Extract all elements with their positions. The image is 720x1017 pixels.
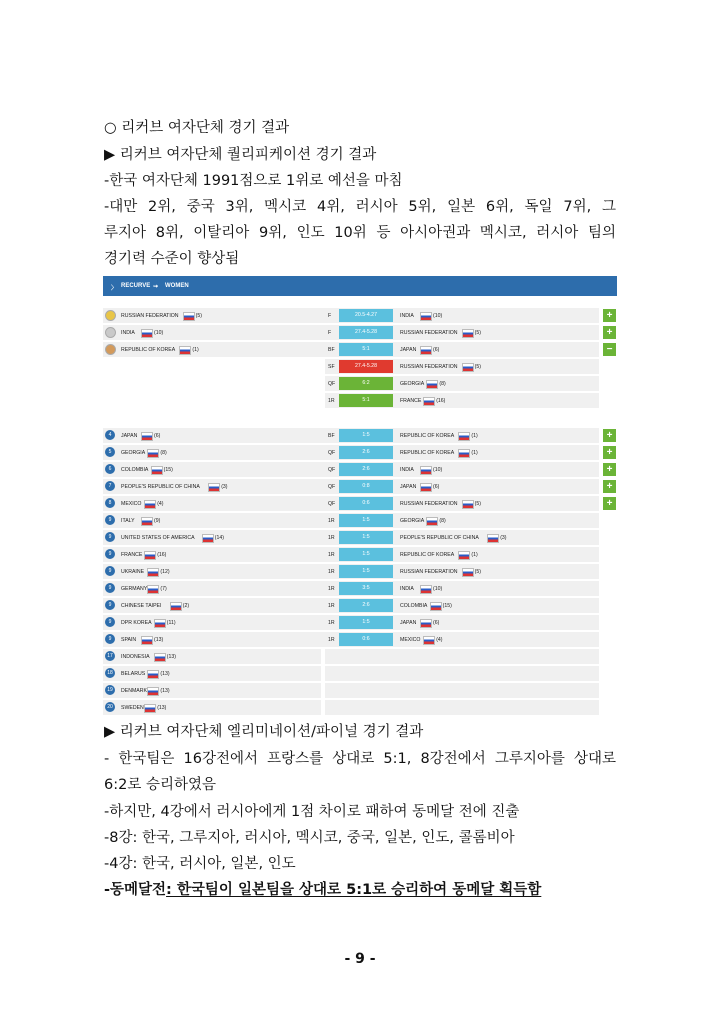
team-seed: (4) <box>157 501 164 507</box>
score-cell: 20.5-4.27 <box>339 309 393 322</box>
expand-button[interactable]: + <box>603 480 616 493</box>
paragraph-line: -8강: 한국, 그루지아, 러시아, 멕시코, 중국, 일본, 인도, 콜롬비아 <box>104 830 515 846</box>
result-row <box>103 325 599 340</box>
tab-women[interactable]: WOMEN <box>165 283 189 289</box>
flag-icon <box>147 568 159 577</box>
round-label: SF <box>328 364 335 370</box>
opponent-seed: (16) <box>436 398 446 404</box>
rank-badge: 4 <box>105 430 115 440</box>
opponent-name: COLOMBIA <box>400 603 428 609</box>
flag-icon <box>458 551 470 560</box>
result-row <box>103 564 599 579</box>
round-label: QF <box>328 450 336 456</box>
result-row <box>103 700 321 715</box>
opponent-seed: (6) <box>433 620 440 626</box>
paragraph-line: 루지아 8위, 이탈리아 9위, 인도 10위 등 아시아권과 멕시코, 러시아 팀의 <box>104 225 616 241</box>
rank-badge: 18 <box>105 668 115 678</box>
flag-icon <box>423 636 435 645</box>
opponent-name: FRANCE <box>400 398 422 404</box>
opponent-name: PEOPLE'S REPUBLIC OF CHINA <box>400 535 479 541</box>
flag-icon <box>462 329 474 338</box>
team-name: INDIA <box>121 330 135 336</box>
flag-icon <box>147 585 159 594</box>
result-row <box>103 462 599 477</box>
opponent-name: JAPAN <box>400 347 417 353</box>
team-name: UNITED STATES OF AMERICA <box>121 535 195 541</box>
opponent-name: JAPAN <box>400 620 417 626</box>
team-seed: (3) <box>221 484 228 490</box>
page-number: - 9 - <box>344 951 376 967</box>
paragraph-line-bronze <box>104 880 541 900</box>
flag-icon <box>420 346 432 355</box>
empty-cell <box>325 649 599 664</box>
rank-badge: 9 <box>105 600 115 610</box>
results-panel <box>103 276 617 712</box>
flag-icon <box>462 568 474 577</box>
header-chevron-icon: 〉 <box>111 286 118 292</box>
flag-icon <box>154 619 166 628</box>
flag-icon <box>420 483 432 492</box>
round-label: QF <box>328 381 336 387</box>
team-name: REPUBLIC OF KOREA <box>121 347 176 353</box>
subheading-elimination: ▶ 리커브 여자단체 엘리미네이션/파이널 경기 결과 <box>104 724 424 740</box>
opponent-name: INDIA <box>400 467 414 473</box>
flag-icon <box>462 500 474 509</box>
score-cell: 1:5 <box>339 429 393 442</box>
score-cell: 2:6 <box>339 446 393 459</box>
flag-icon <box>151 466 163 475</box>
result-row <box>103 428 599 443</box>
flag-icon <box>430 602 442 611</box>
flag-icon <box>462 363 474 372</box>
round-label: 1R <box>328 398 335 404</box>
round-label: 1R <box>328 586 335 592</box>
team-name: GERMANY <box>121 586 148 592</box>
opponent-name: MEXICO <box>400 637 421 643</box>
team-seed: (2) <box>182 603 190 609</box>
team-name: FRANCE <box>121 552 143 558</box>
expand-button[interactable]: + <box>603 429 616 442</box>
result-row <box>103 649 321 664</box>
flag-icon <box>202 534 214 543</box>
flag-icon <box>458 432 470 441</box>
score-cell: 0:6 <box>339 497 393 510</box>
round-label: 1R <box>328 620 335 626</box>
result-row <box>103 615 599 630</box>
result-row <box>103 598 599 613</box>
team-seed: (13) <box>154 637 164 643</box>
score-cell: 5:1 <box>339 343 393 356</box>
team-name: INDONESIA <box>121 654 150 660</box>
flag-icon <box>154 653 166 662</box>
result-row <box>103 581 599 596</box>
team-name: ITALY <box>121 518 135 524</box>
round-label: 1R <box>328 603 335 609</box>
team-seed: (15) <box>163 467 173 473</box>
opponent-seed: (8) <box>439 518 446 524</box>
flag-icon <box>144 551 156 560</box>
result-row <box>103 445 599 460</box>
opponent-name: REPUBLIC OF KOREA <box>400 450 455 456</box>
round-label: BF <box>328 433 335 439</box>
bronze-label: -동메달전 <box>104 882 167 898</box>
result-row <box>103 666 321 681</box>
round-label: QF <box>328 484 336 490</box>
paragraph-line: -4강: 한국, 러시아, 일본, 인도 <box>104 856 296 872</box>
results-header <box>103 276 617 296</box>
score-cell: 1:5 <box>339 548 393 561</box>
rank-badge: 9 <box>105 634 115 644</box>
rank-badge: 9 <box>105 549 115 559</box>
opponent-seed: (8) <box>439 381 446 387</box>
opponent-seed: (6) <box>433 347 440 353</box>
team-name: PEOPLE'S REPUBLIC OF CHINA <box>121 484 200 490</box>
bronze-result: : 한국팀이 일본팀을 상대로 5:1로 승리하여 동메달 획득함 <box>166 882 542 898</box>
expand-button[interactable]: + <box>603 497 616 510</box>
opponent-seed: (1) <box>471 433 478 439</box>
score-cell: 1:5 <box>339 514 393 527</box>
team-seed: (8) <box>160 450 167 456</box>
team-seed: (7) <box>160 586 167 592</box>
team-seed: (12) <box>160 569 170 575</box>
rank-badge: 9 <box>105 566 115 576</box>
flag-icon <box>144 704 156 713</box>
team-seed: (9) <box>154 518 161 524</box>
empty-cell <box>325 700 599 715</box>
flag-icon <box>458 449 470 458</box>
result-row <box>103 632 599 647</box>
round-label: QF <box>328 467 336 473</box>
opponent-seed: (5) <box>474 501 481 507</box>
rank-badge: 19 <box>105 685 115 695</box>
result-row <box>103 683 321 698</box>
score-cell: 1:5 <box>339 531 393 544</box>
result-row <box>103 342 599 357</box>
rank-badge: 5 <box>105 447 115 457</box>
team-seed: (10) <box>154 330 164 336</box>
round-label: 1R <box>328 535 335 541</box>
team-name: UKRAINE <box>121 569 145 575</box>
round-label: 1R <box>328 518 335 524</box>
rank-badge: 17 <box>105 651 115 661</box>
opponent-seed: (15) <box>442 603 452 609</box>
paragraph-line: 6:2로 승리하였음 <box>104 777 216 793</box>
round-label: 1R <box>328 637 335 643</box>
rank-badge: 9 <box>105 515 115 525</box>
team-seed: (1) <box>192 347 199 353</box>
score-cell: 27.4-5.28 <box>339 326 393 339</box>
opponent-name: RUSSIAN FEDERATION <box>400 569 458 575</box>
collapse-button[interactable]: − <box>603 343 616 356</box>
round-label: F <box>328 313 332 319</box>
medal-icon <box>105 327 116 338</box>
team-seed: (13) <box>157 705 167 711</box>
flag-icon <box>420 619 432 628</box>
path-row <box>325 359 599 374</box>
team-name: MEXICO <box>121 501 142 507</box>
tab-recurve[interactable]: RECURVE <box>121 283 151 289</box>
team-name: GEORGIA <box>121 450 146 456</box>
result-row <box>103 496 599 511</box>
team-name: CHINESE TAIPEI <box>121 603 162 609</box>
flag-icon <box>170 602 182 611</box>
score-cell: 2:6 <box>339 463 393 476</box>
team-name: SWEDEN <box>121 705 144 711</box>
empty-cell <box>325 683 599 698</box>
path-row <box>325 393 599 408</box>
round-label: 1R <box>328 552 335 558</box>
opponent-name: GEORGIA <box>400 381 425 387</box>
result-row <box>103 530 599 545</box>
round-label: F <box>328 330 332 336</box>
opponent-seed: (5) <box>474 569 481 575</box>
score-cell: 0:8 <box>339 480 393 493</box>
score-cell: 1:5 <box>339 616 393 629</box>
team-seed: (14) <box>214 535 225 541</box>
opponent-name: RUSSIAN FEDERATION <box>400 330 458 336</box>
result-row <box>103 547 599 562</box>
opponent-name: REPUBLIC OF KOREA <box>400 433 455 439</box>
rank-badge: 9 <box>105 583 115 593</box>
flag-icon <box>426 517 438 526</box>
result-row <box>103 308 599 323</box>
team-name: SPAIN <box>121 637 137 643</box>
score-cell: 3:5 <box>339 582 393 595</box>
opponent-name: GEORGIA <box>400 518 425 524</box>
team-seed: (11) <box>166 620 176 626</box>
flag-icon <box>208 483 220 492</box>
expand-button[interactable]: + <box>603 309 616 322</box>
flag-icon <box>420 466 432 475</box>
opponent-seed: (4) <box>436 637 443 643</box>
round-label: BF <box>328 347 335 353</box>
score-cell: 0:6 <box>339 633 393 646</box>
opponent-name: REPUBLIC OF KOREA <box>400 552 455 558</box>
opponent-name: RUSSIAN FEDERATION <box>400 364 458 370</box>
flag-icon <box>420 585 432 594</box>
opponent-seed: (5) <box>474 364 481 370</box>
flag-icon <box>141 329 153 338</box>
opponent-seed: (1) <box>471 450 478 456</box>
team-name: COLOMBIA <box>121 467 149 473</box>
team-seed: (16) <box>157 552 167 558</box>
rank-badge: 9 <box>105 617 115 627</box>
opponent-seed: (6) <box>433 484 440 490</box>
team-seed: (5) <box>195 313 202 319</box>
rank-badge: 8 <box>105 498 115 508</box>
rank-badge: 6 <box>105 464 115 474</box>
opponent-name: JAPAN <box>400 484 417 490</box>
team-name: DPR KOREA <box>121 620 152 626</box>
paragraph-line: - 한국팀은 16강전에서 프랑스를 상대로 5:1, 8강전에서 그루지아를 상대로 <box>104 751 616 767</box>
expand-button[interactable]: + <box>603 463 616 476</box>
flag-icon <box>147 670 159 679</box>
rank-badge: 9 <box>105 532 115 542</box>
flag-icon <box>426 380 438 389</box>
score-cell: 2:6 <box>339 599 393 612</box>
score-cell: 27.4-5.28 <box>339 360 393 373</box>
round-label: 1R <box>328 569 335 575</box>
team-name: DENMARK <box>121 688 147 694</box>
flag-icon <box>423 397 435 406</box>
opponent-seed: (10) <box>433 586 443 592</box>
paragraph-line: -하지만, 4강에서 러시아에게 1점 차이로 패하여 동메달 전에 진출 <box>104 804 520 820</box>
rank-badge: 7 <box>105 481 115 491</box>
opponent-seed: (1) <box>471 552 478 558</box>
team-seed: (13) <box>160 671 170 677</box>
result-row <box>103 479 599 494</box>
path-row <box>325 376 599 391</box>
flag-icon <box>147 687 159 696</box>
team-seed: (6) <box>154 433 161 439</box>
medal-icon <box>105 344 116 355</box>
empty-cell <box>325 666 599 681</box>
result-row <box>103 513 599 528</box>
opponent-seed: (5) <box>474 330 481 336</box>
expand-button[interactable]: + <box>603 326 616 339</box>
flag-icon <box>183 312 195 321</box>
flag-icon <box>141 432 153 441</box>
paragraph-line: 경기력 수준이 향상됨 <box>104 251 240 267</box>
score-cell: 6:2 <box>339 377 393 390</box>
score-cell: 1:5 <box>339 565 393 578</box>
flag-icon <box>420 312 432 321</box>
bow-icon: ⇝ <box>153 284 159 290</box>
team-name: BELARUS <box>121 671 146 677</box>
flag-icon <box>147 449 159 458</box>
flag-icon <box>144 500 156 509</box>
flag-icon <box>141 636 153 645</box>
opponent-seed: (3) <box>500 535 507 541</box>
opponent-name: RUSSIAN FEDERATION <box>400 501 458 507</box>
flag-icon <box>487 534 499 543</box>
flag-icon <box>179 346 191 355</box>
team-name: RUSSIAN FEDERATION <box>121 313 179 319</box>
opponent-name: INDIA <box>400 313 414 319</box>
score-cell: 5:1 <box>339 394 393 407</box>
team-seed: (13) <box>166 654 177 660</box>
opponent-seed: (10) <box>433 467 443 473</box>
opponent-seed: (10) <box>433 313 443 319</box>
paragraph-line: -한국 여자단체 1991점으로 1위로 예선을 마침 <box>104 173 403 189</box>
round-label: QF <box>328 501 336 507</box>
paragraph-line: -대만 2위, 중국 3위, 멕시코 4위, 러시아 5위, 일본 6위, 독일 7위, 그 <box>104 199 616 215</box>
section-heading: ○ 리커브 여자단체 경기 결과 <box>104 120 290 136</box>
opponent-name: INDIA <box>400 586 414 592</box>
flag-icon <box>141 517 153 526</box>
team-name: JAPAN <box>121 433 138 439</box>
medal-icon <box>105 310 116 321</box>
subheading-qualification: ▶ 리커브 여자단체 퀄리피케이션 경기 결과 <box>104 147 377 163</box>
rank-badge: 20 <box>105 702 115 712</box>
expand-button[interactable]: + <box>603 446 616 459</box>
team-seed: (13) <box>160 688 170 694</box>
